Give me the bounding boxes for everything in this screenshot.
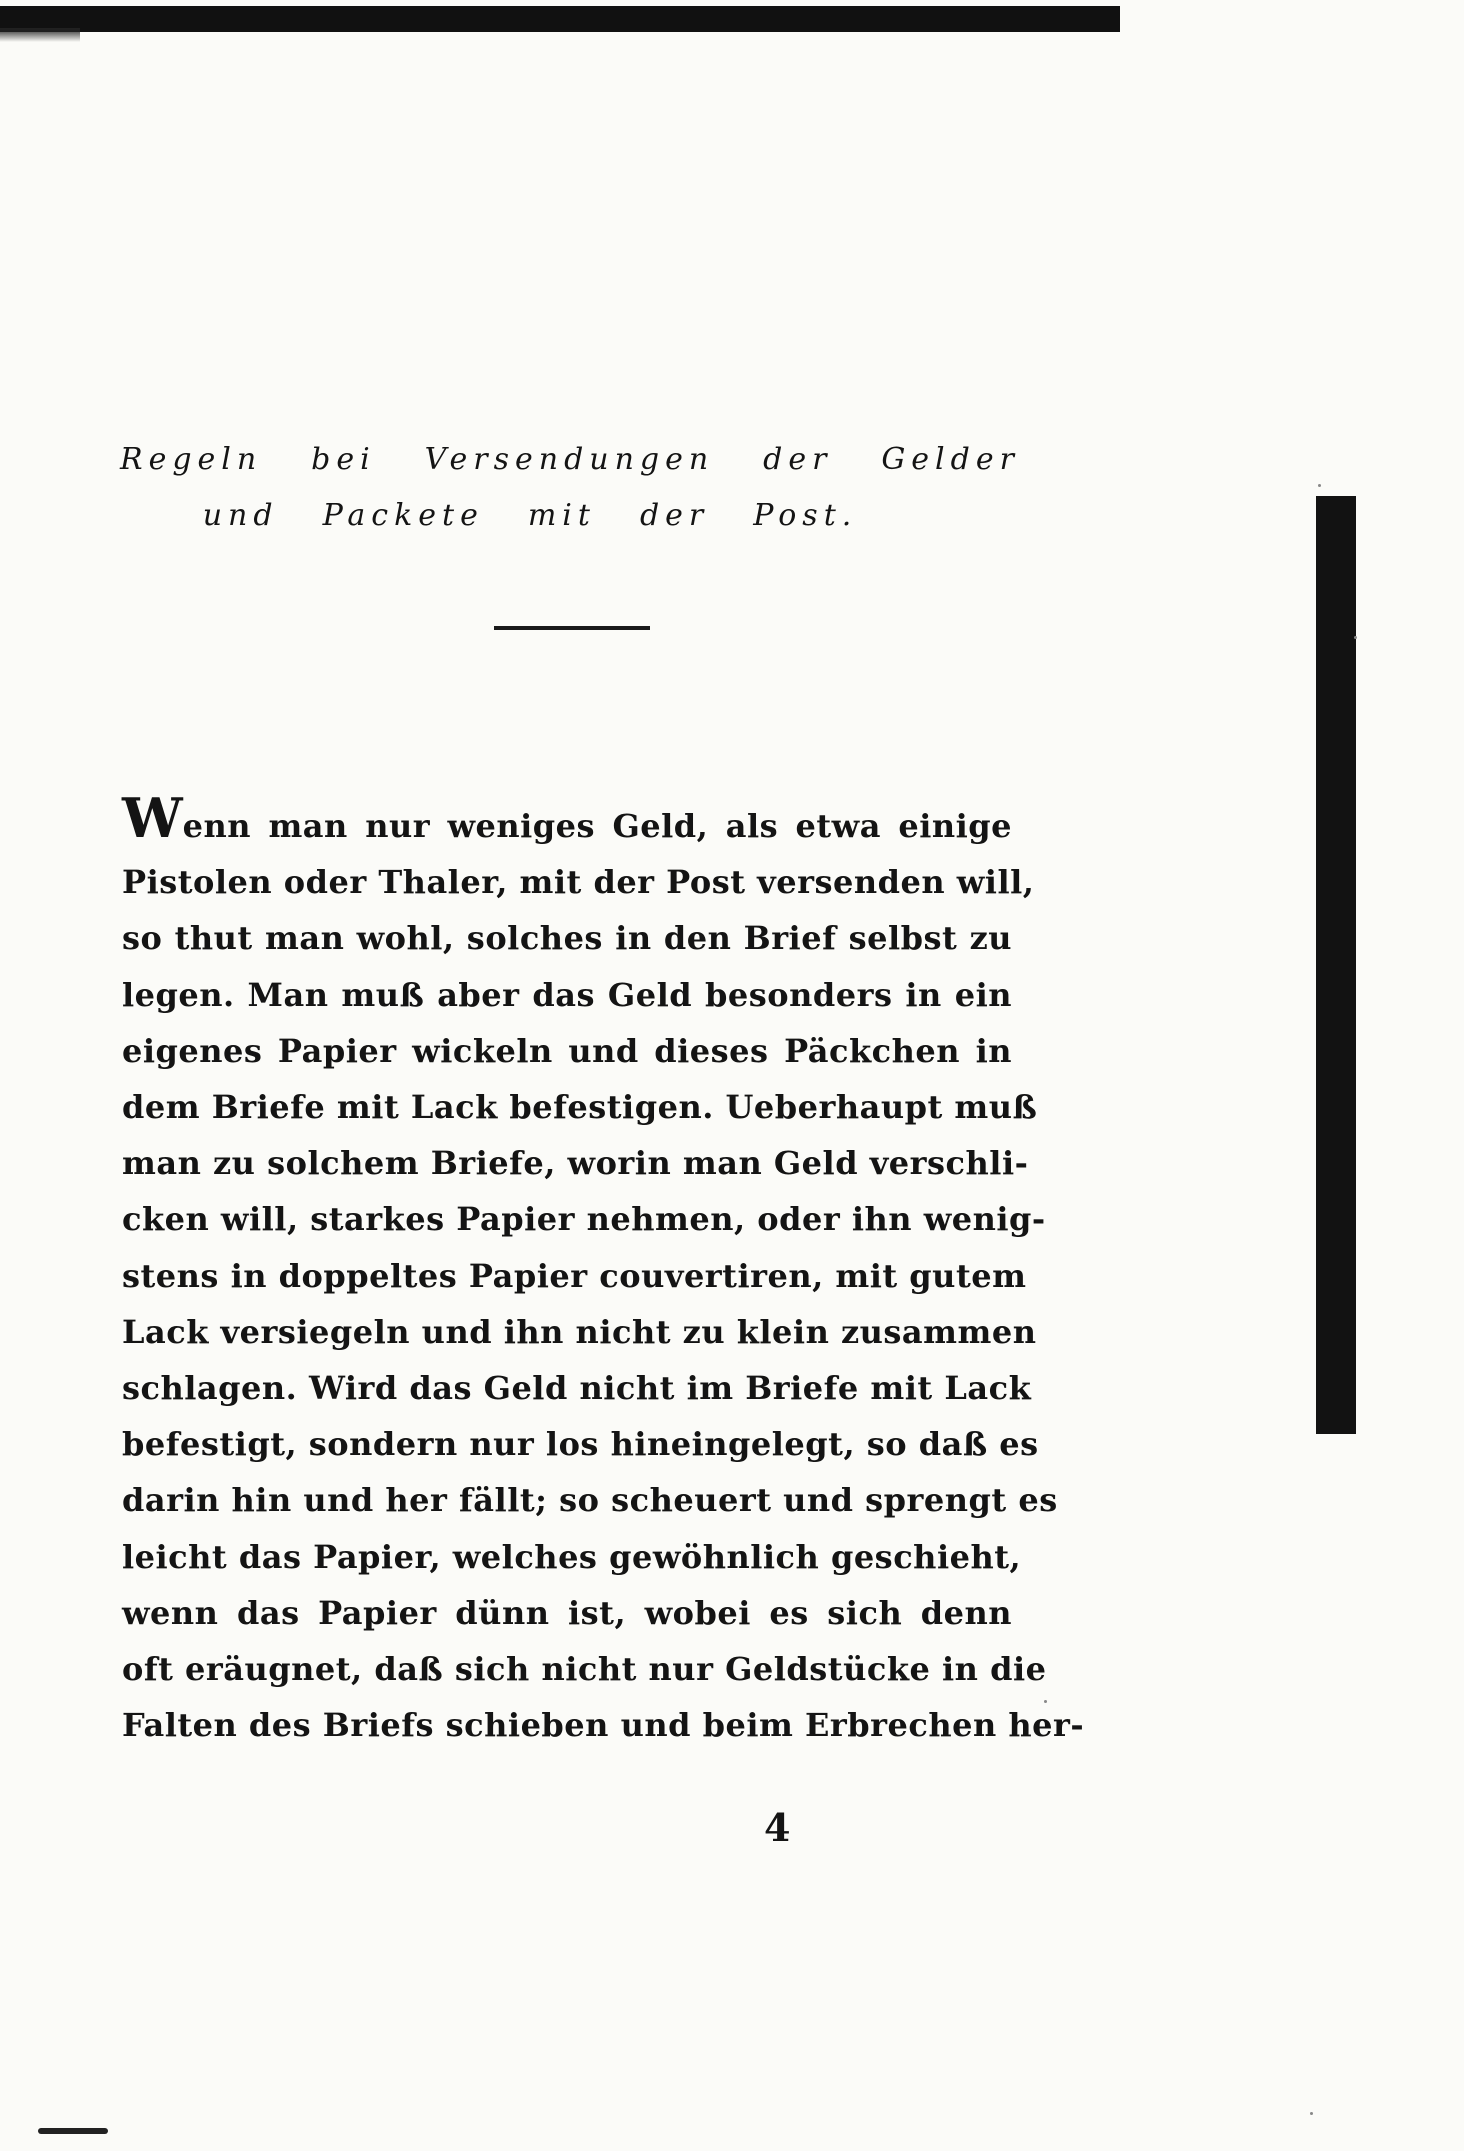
text-line: Pistolen oder Thaler, mit der Post versenden will, bbox=[122, 863, 1035, 902]
text-line bbox=[122, 786, 1012, 854]
text-line: Falten des Briefs schieben und beim Erbrechen her- bbox=[122, 1706, 1085, 1745]
heading-word: Packete bbox=[322, 498, 484, 533]
body-paragraph bbox=[122, 786, 1085, 1753]
scan-speck bbox=[1044, 1700, 1047, 1703]
text-line: dem Briefe mit Lack befestigen. Ueberhaupt muß bbox=[122, 1088, 1038, 1127]
section-heading bbox=[120, 432, 1020, 544]
text-line: so thut man wohl, solches in den Brief selbst zu bbox=[122, 919, 1012, 958]
scan-edge-right bbox=[1316, 496, 1356, 1434]
text-line: Lack versiegeln und ihn nicht zu klein zusammen bbox=[122, 1312, 1037, 1351]
text-line: legen. Man muß aber das Geld besonders in ein bbox=[122, 975, 1012, 1014]
heading-word: mit bbox=[527, 498, 596, 533]
scan-speck bbox=[1310, 2112, 1313, 2115]
text-line: wenn das Papier dünn ist, wobei es sich denn bbox=[122, 1593, 1012, 1632]
heading-word: Regeln bbox=[120, 442, 263, 477]
heading-word: bei bbox=[311, 442, 376, 477]
text-line: oft eräugnet, daß sich nicht nur Geldstücke in die bbox=[122, 1650, 1047, 1689]
text-line: leicht das Papier, welches gewöhnlich geschieht, bbox=[122, 1537, 1022, 1576]
heading-line-1 bbox=[120, 432, 1020, 488]
text-line: man zu solchem Briefe, worin man Geld verschli- bbox=[122, 1144, 1029, 1183]
heading-word: der bbox=[763, 442, 833, 477]
page-number: 4 bbox=[764, 1805, 791, 1850]
text-line: eigenes Papier wickeln und dieses Päckchen in bbox=[122, 1031, 1012, 1070]
scan-edge-top-shadow bbox=[0, 28, 80, 42]
heading-word: Versendungen bbox=[424, 442, 715, 477]
text-line: befestigt, sondern nur los hineingelegt, so daß es bbox=[122, 1425, 1039, 1464]
heading-word: Post. bbox=[753, 498, 858, 533]
scan-speck bbox=[1318, 484, 1321, 487]
heading-word: der bbox=[639, 498, 710, 533]
heading-word: und bbox=[202, 498, 279, 533]
text-line: cken will, starkes Papier nehmen, oder ihn wenig- bbox=[122, 1200, 1046, 1239]
text-line: darin hin und her fällt; so scheuert und sprengt es bbox=[122, 1481, 1058, 1520]
heading-line-2 bbox=[120, 488, 1020, 544]
scan-mark-bottom bbox=[38, 2128, 108, 2134]
initial-letter: W bbox=[122, 786, 183, 850]
scan-edge-top bbox=[0, 6, 1120, 32]
scan-speck bbox=[1354, 636, 1357, 639]
text-line: schlagen. Wird das Geld nicht im Briefe mit Lack bbox=[122, 1369, 1032, 1408]
text-line: stens in doppeltes Papier couvertiren, mit gutem bbox=[122, 1256, 1027, 1295]
text-line-content: enn man nur weniges Geld, als etwa einige bbox=[182, 807, 1012, 845]
heading-divider bbox=[494, 626, 650, 630]
heading-word: Gelder bbox=[881, 442, 1020, 477]
